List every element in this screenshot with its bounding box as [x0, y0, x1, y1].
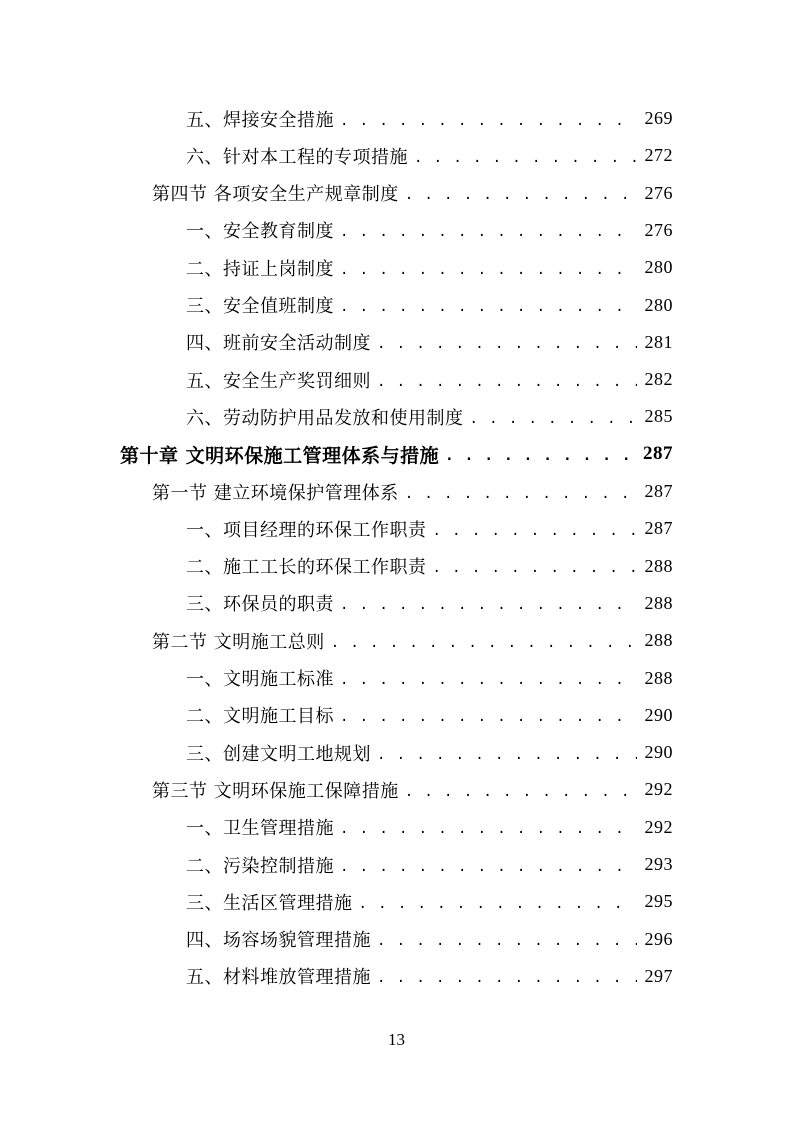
- toc-entry-label: 二、施工工长的环保工作职责: [186, 557, 427, 579]
- toc-item-entry[interactable]: [186, 958, 673, 995]
- dot-leader: [331, 635, 637, 651]
- toc-entry-label: 六、劳动防护用品发放和使用制度: [186, 407, 464, 429]
- toc-entry-page: 295: [644, 891, 673, 912]
- toc-entry-page: 285: [644, 406, 673, 427]
- toc-entry-label: 一、项目经理的环保工作职责: [186, 519, 427, 541]
- toc-entry-page: 287: [643, 443, 673, 465]
- dot-leader: [377, 970, 637, 986]
- toc-item-entry[interactable]: [186, 510, 673, 547]
- dot-leader: [340, 224, 637, 240]
- dot-leader: [405, 784, 637, 800]
- dot-leader: [340, 299, 637, 315]
- toc-item-entry[interactable]: [186, 398, 673, 435]
- toc-entry-label: 三、环保员的职责: [186, 594, 334, 616]
- dot-leader: [340, 672, 637, 688]
- toc-item-entry[interactable]: [186, 548, 673, 585]
- toc-item-entry[interactable]: [186, 697, 673, 734]
- dot-leader: [340, 262, 637, 278]
- toc-item-entry[interactable]: [186, 660, 673, 697]
- toc-item-entry[interactable]: [186, 324, 673, 361]
- toc-entry-label: 三、生活区管理措施: [186, 892, 353, 914]
- dot-leader: [377, 336, 637, 352]
- toc-entry-page: 293: [644, 854, 673, 874]
- toc-entry-label: 一、文明施工标准: [186, 669, 334, 690]
- toc-section-entry[interactable]: [152, 771, 673, 808]
- toc-entry-label: 三、创建文明工地规划: [186, 743, 371, 765]
- toc-chapter-entry[interactable]: [120, 436, 673, 473]
- toc-entry-label: 第十章 文明环保施工管理体系与措施: [120, 444, 440, 467]
- dot-leader: [340, 113, 637, 129]
- dot-leader: [340, 709, 637, 725]
- toc-item-entry[interactable]: [186, 883, 673, 920]
- toc-entry-page: 280: [644, 294, 673, 315]
- dot-leader: [340, 597, 637, 613]
- toc-entry-label: 一、卫生管理措施: [186, 818, 334, 840]
- dot-leader: [470, 411, 637, 427]
- toc-entry-label: 第一节 建立环境保护管理体系: [152, 482, 399, 504]
- toc-section-entry[interactable]: [152, 622, 673, 659]
- toc-entry-page: 292: [644, 816, 673, 837]
- toc-entry-label: 五、材料堆放管理措施: [186, 967, 371, 989]
- toc-entry-page: 292: [644, 779, 673, 800]
- toc-item-entry[interactable]: [186, 137, 673, 174]
- toc-entry-page: 280: [644, 257, 673, 278]
- toc-entry-page: 272: [644, 145, 673, 166]
- toc-item-entry[interactable]: [186, 100, 673, 137]
- toc-entry-page: 297: [644, 965, 673, 986]
- toc-item-entry[interactable]: [186, 249, 673, 286]
- toc-item-entry[interactable]: [186, 846, 673, 883]
- toc-entry-page: 276: [644, 182, 673, 203]
- toc-entry-label: 五、安全生产奖罚细则: [186, 370, 371, 392]
- toc-entry-page: 276: [644, 219, 673, 240]
- toc-entry-page: 290: [644, 704, 673, 725]
- dot-leader: [340, 821, 637, 837]
- dot-leader: [433, 523, 637, 539]
- dot-leader: [445, 448, 635, 464]
- toc-entry-page: 287: [644, 518, 673, 539]
- toc-item-entry[interactable]: [186, 287, 673, 324]
- toc-item-entry[interactable]: [186, 212, 673, 249]
- toc-entry-page: 296: [644, 928, 673, 949]
- toc-entry-label: 第三节 文明环保施工保障措施: [152, 780, 399, 802]
- toc-entry-label: 三、安全值班制度: [186, 296, 334, 317]
- toc-section-entry[interactable]: [152, 175, 673, 212]
- toc-entry-page: 287: [644, 481, 673, 501]
- toc-item-entry[interactable]: [186, 809, 673, 846]
- dot-leader: [359, 896, 637, 912]
- toc-entry-page: 282: [644, 369, 673, 390]
- dot-leader: [433, 560, 637, 576]
- toc-item-entry[interactable]: [186, 585, 673, 622]
- toc-entry-label: 一、安全教育制度: [186, 221, 334, 243]
- dot-leader: [414, 150, 637, 166]
- dot-leader: [405, 486, 637, 502]
- toc-entry-page: 269: [644, 108, 673, 128]
- page-number: 13: [388, 1030, 405, 1049]
- toc-entry-label: 二、污染控制措施: [186, 855, 334, 877]
- toc-section-entry[interactable]: [152, 473, 673, 510]
- toc-entry-label: 二、文明施工目标: [186, 706, 334, 728]
- toc-entry-label: 四、班前安全活动制度: [186, 333, 371, 355]
- dot-leader: [405, 187, 637, 203]
- dot-leader: [377, 374, 637, 390]
- dot-leader: [377, 933, 637, 949]
- toc-item-entry[interactable]: [186, 361, 673, 398]
- toc-item-entry[interactable]: [186, 921, 673, 958]
- toc-entry-label: 第二节 文明施工总则: [152, 631, 325, 653]
- dot-leader: [340, 859, 637, 875]
- dot-leader: [377, 747, 637, 763]
- toc-entry-label: 第四节 各项安全生产规章制度: [152, 184, 399, 206]
- toc-entry-label: 五、焊接安全措施: [186, 109, 334, 131]
- toc-entry-page: 288: [644, 667, 673, 688]
- toc-entry-page: 288: [644, 592, 673, 613]
- toc-entry-page: 281: [644, 331, 673, 352]
- toc-entry-label: 四、场容场貌管理措施: [186, 930, 371, 952]
- toc-entry-label: 二、持证上岗制度: [186, 258, 334, 280]
- toc-entry-page: 288: [644, 555, 673, 576]
- toc-entry-page: 288: [644, 630, 673, 651]
- toc-entry-label: 六、针对本工程的专项措施: [186, 146, 408, 168]
- toc-entry-page: 290: [644, 742, 673, 763]
- toc-item-entry[interactable]: [186, 734, 673, 771]
